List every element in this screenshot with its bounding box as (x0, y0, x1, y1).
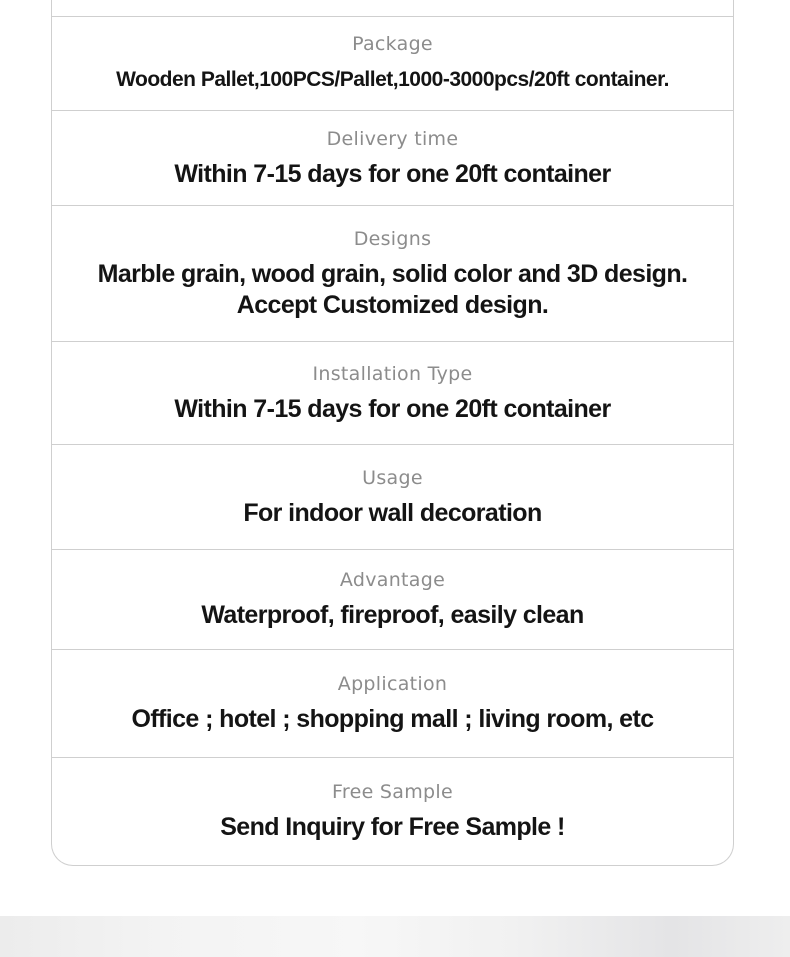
spec-value-advantage: Waterproof, fireproof, easily clean (201, 601, 584, 629)
spec-value-usage: For indoor wall decoration (243, 498, 542, 527)
spec-value-designs (98, 259, 688, 321)
spec-row-package (52, 16, 733, 110)
spec-label-usage: Usage (362, 466, 423, 489)
spec-label-free-sample: Free Sample (332, 781, 453, 803)
spec-value-designs-line-2: Accept Customized design. (236, 290, 549, 319)
spec-value-package: Wooden Pallet,100PCS/Pallet,1000-3000pcs/20ft container. (116, 68, 669, 91)
spec-label-installation-type: Installation Type (312, 362, 473, 385)
spec-label-package: Package (352, 33, 433, 55)
spec-value-designs-line-1: Marble grain, wood grain, solid color and 3D design. (97, 259, 688, 288)
spec-row-installation-type (52, 341, 733, 444)
product-spec-table (51, 0, 734, 866)
spec-row-advantage (52, 549, 733, 649)
spec-label-application: Application (337, 673, 448, 695)
spec-label-delivery-time: Delivery time (326, 127, 459, 150)
spec-label-designs: Designs (353, 227, 432, 250)
spec-value-installation-type: Within 7-15 days for one 20ft container (174, 394, 611, 423)
spec-value-delivery-time: Within 7-15 days for one 20ft container (174, 159, 611, 188)
spec-row-application (52, 649, 733, 757)
spec-value-application: Office ; hotel ; shopping mall ; living room, etc (131, 705, 654, 733)
spec-value-free-sample: Send Inquiry for Free Sample ! (220, 813, 565, 841)
bottom-background-image (0, 916, 790, 957)
spec-row-usage (52, 444, 733, 549)
spec-label-advantage: Advantage (339, 569, 446, 591)
spec-row-designs (52, 205, 733, 341)
spec-row-previous (52, 0, 733, 16)
spec-row-free-sample (52, 757, 733, 865)
spec-row-delivery-time (52, 110, 733, 205)
